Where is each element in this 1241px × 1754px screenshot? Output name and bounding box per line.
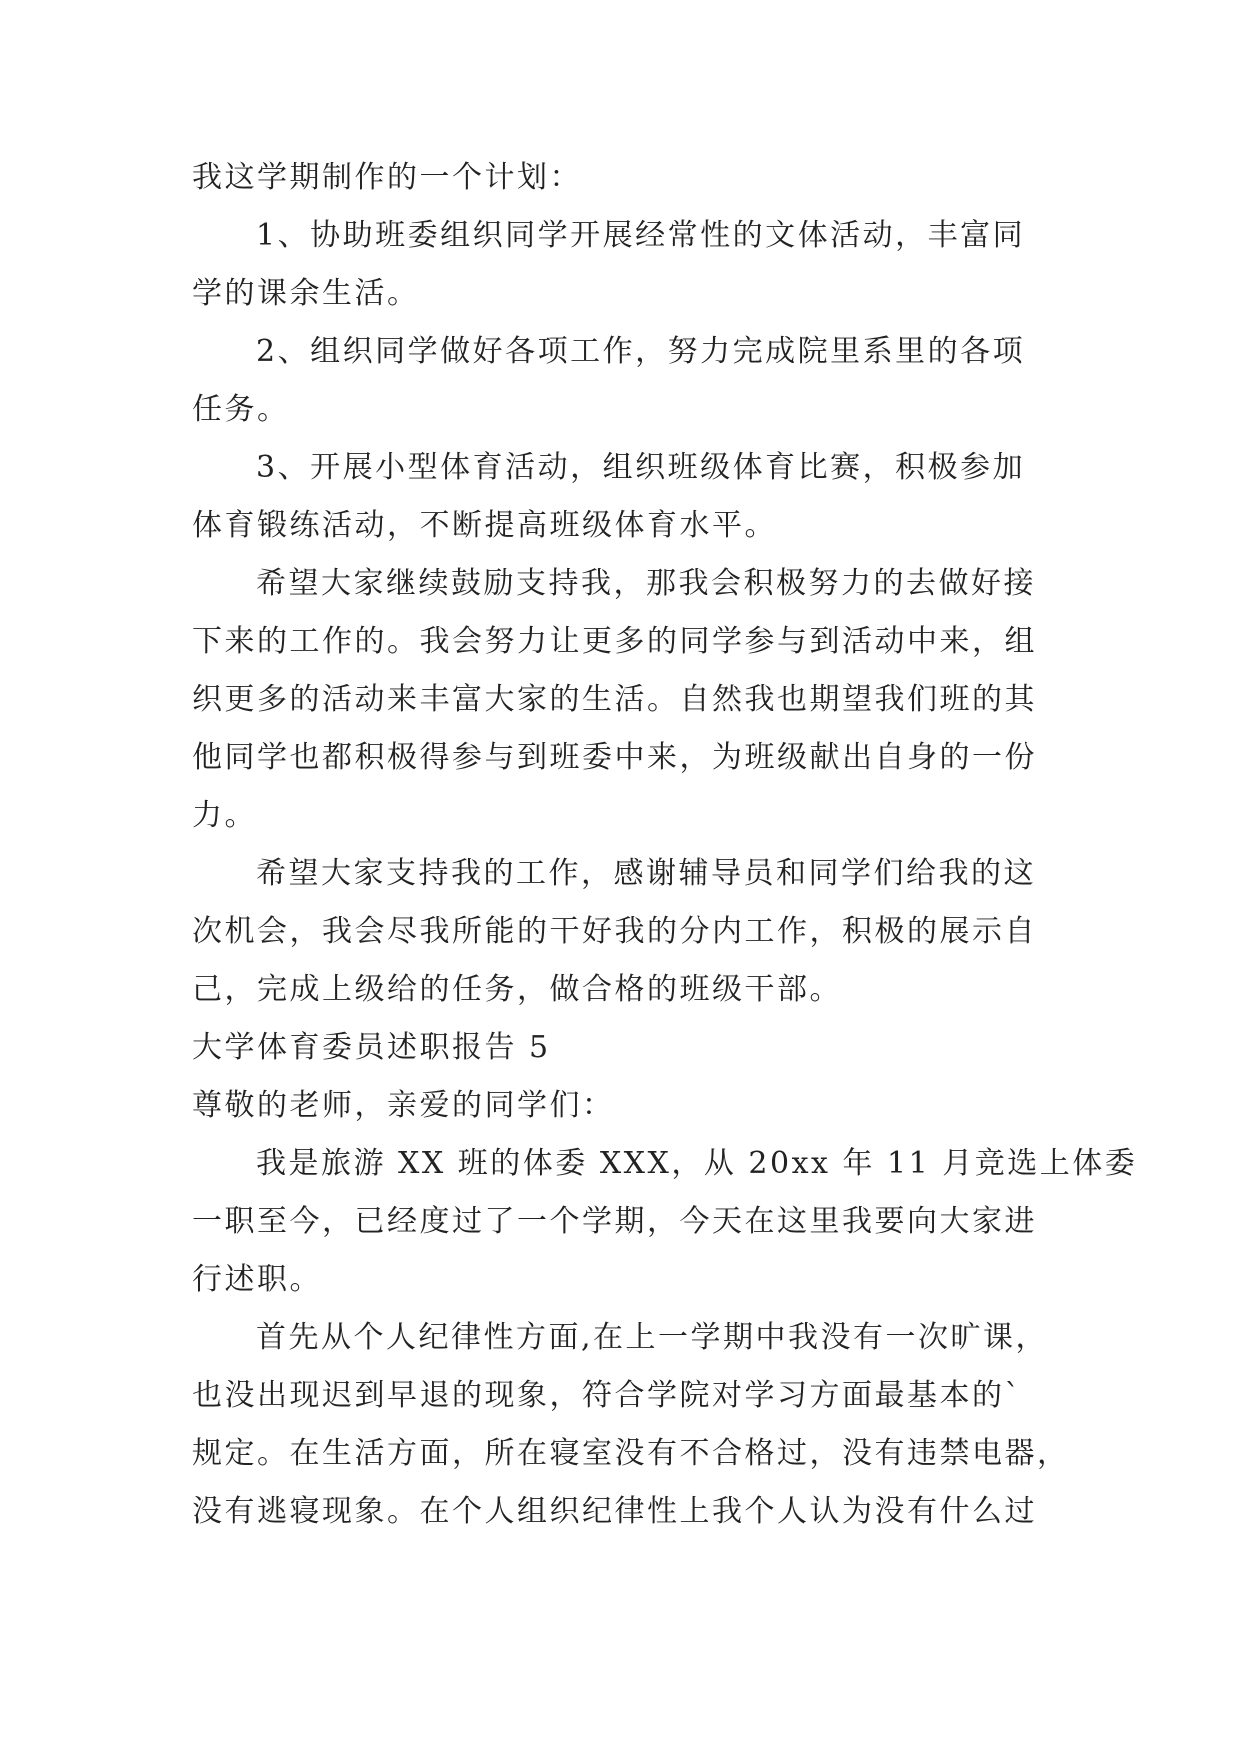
plan-item-2-cont: 任务。 <box>192 392 290 427</box>
paragraph-discipline: 首先从个人纪律性方面,在上一学期中我没有一次旷课， <box>256 1320 1049 1355</box>
paragraph-hope-1-line-4: 他同学也都积极得参与到班委中来，为班级献出自身的一份 <box>192 740 1037 775</box>
paragraph-hope-1-line-5: 力。 <box>192 798 257 833</box>
paragraph-hope-1: 希望大家继续鼓励支持我，那我会积极努力的去做好接 <box>256 566 1036 601</box>
paragraph-discipline-line-2: 也没出现迟到早退的现象，符合学院对学习方面最基本的` <box>192 1378 1022 1413</box>
plan-item-1: 1、协助班委组织同学开展经常性的文体活动，丰富同 <box>256 218 1026 253</box>
plan-item-1-cont: 学的课余生活。 <box>192 276 420 311</box>
plan-item-2: 2、组织同学做好各项工作，努力完成院里系里的各项 <box>256 334 1026 369</box>
plan-intro: 我这学期制作的一个计划： <box>192 160 582 195</box>
section-heading: 大学体育委员述职报告 5 <box>192 1030 551 1065</box>
paragraph-discipline-line-4: 没有逃寝现象。在个人组织纪律性上我个人认为没有什么过 <box>192 1494 1037 1529</box>
paragraph-hope-1-line-3: 织更多的活动来丰富大家的生活。自然我也期望我们班的其 <box>192 682 1037 717</box>
salutation: 尊敬的老师，亲爱的同学们： <box>192 1088 615 1123</box>
paragraph-intro-line-2: 一职至今，已经度过了一个学期，今天在这里我要向大家进 <box>192 1204 1037 1239</box>
paragraph-intro: 我是旅游 XX 班的体委 XXX，从 20xx 年 11 月竞选上体委 <box>256 1146 1138 1181</box>
plan-item-3: 3、开展小型体育活动，组织班级体育比赛，积极参加 <box>256 450 1026 485</box>
paragraph-hope-1-line-2: 下来的工作的。我会努力让更多的同学参与到活动中来，组 <box>192 624 1037 659</box>
paragraph-hope-2: 希望大家支持我的工作，感谢辅导员和同学们给我的这 <box>256 856 1036 891</box>
paragraph-intro-line-3: 行述职。 <box>192 1262 322 1297</box>
plan-item-3-cont: 体育锻练活动，不断提高班级体育水平。 <box>192 508 777 543</box>
paragraph-discipline-line-3: 规定。在生活方面，所在寝室没有不合格过，没有违禁电器， <box>192 1436 1070 1471</box>
paragraph-hope-2-line-3: 己，完成上级给的任务，做合格的班级干部。 <box>192 972 842 1007</box>
paragraph-hope-2-line-2: 次机会，我会尽我所能的干好我的分内工作，积极的展示自 <box>192 914 1037 949</box>
